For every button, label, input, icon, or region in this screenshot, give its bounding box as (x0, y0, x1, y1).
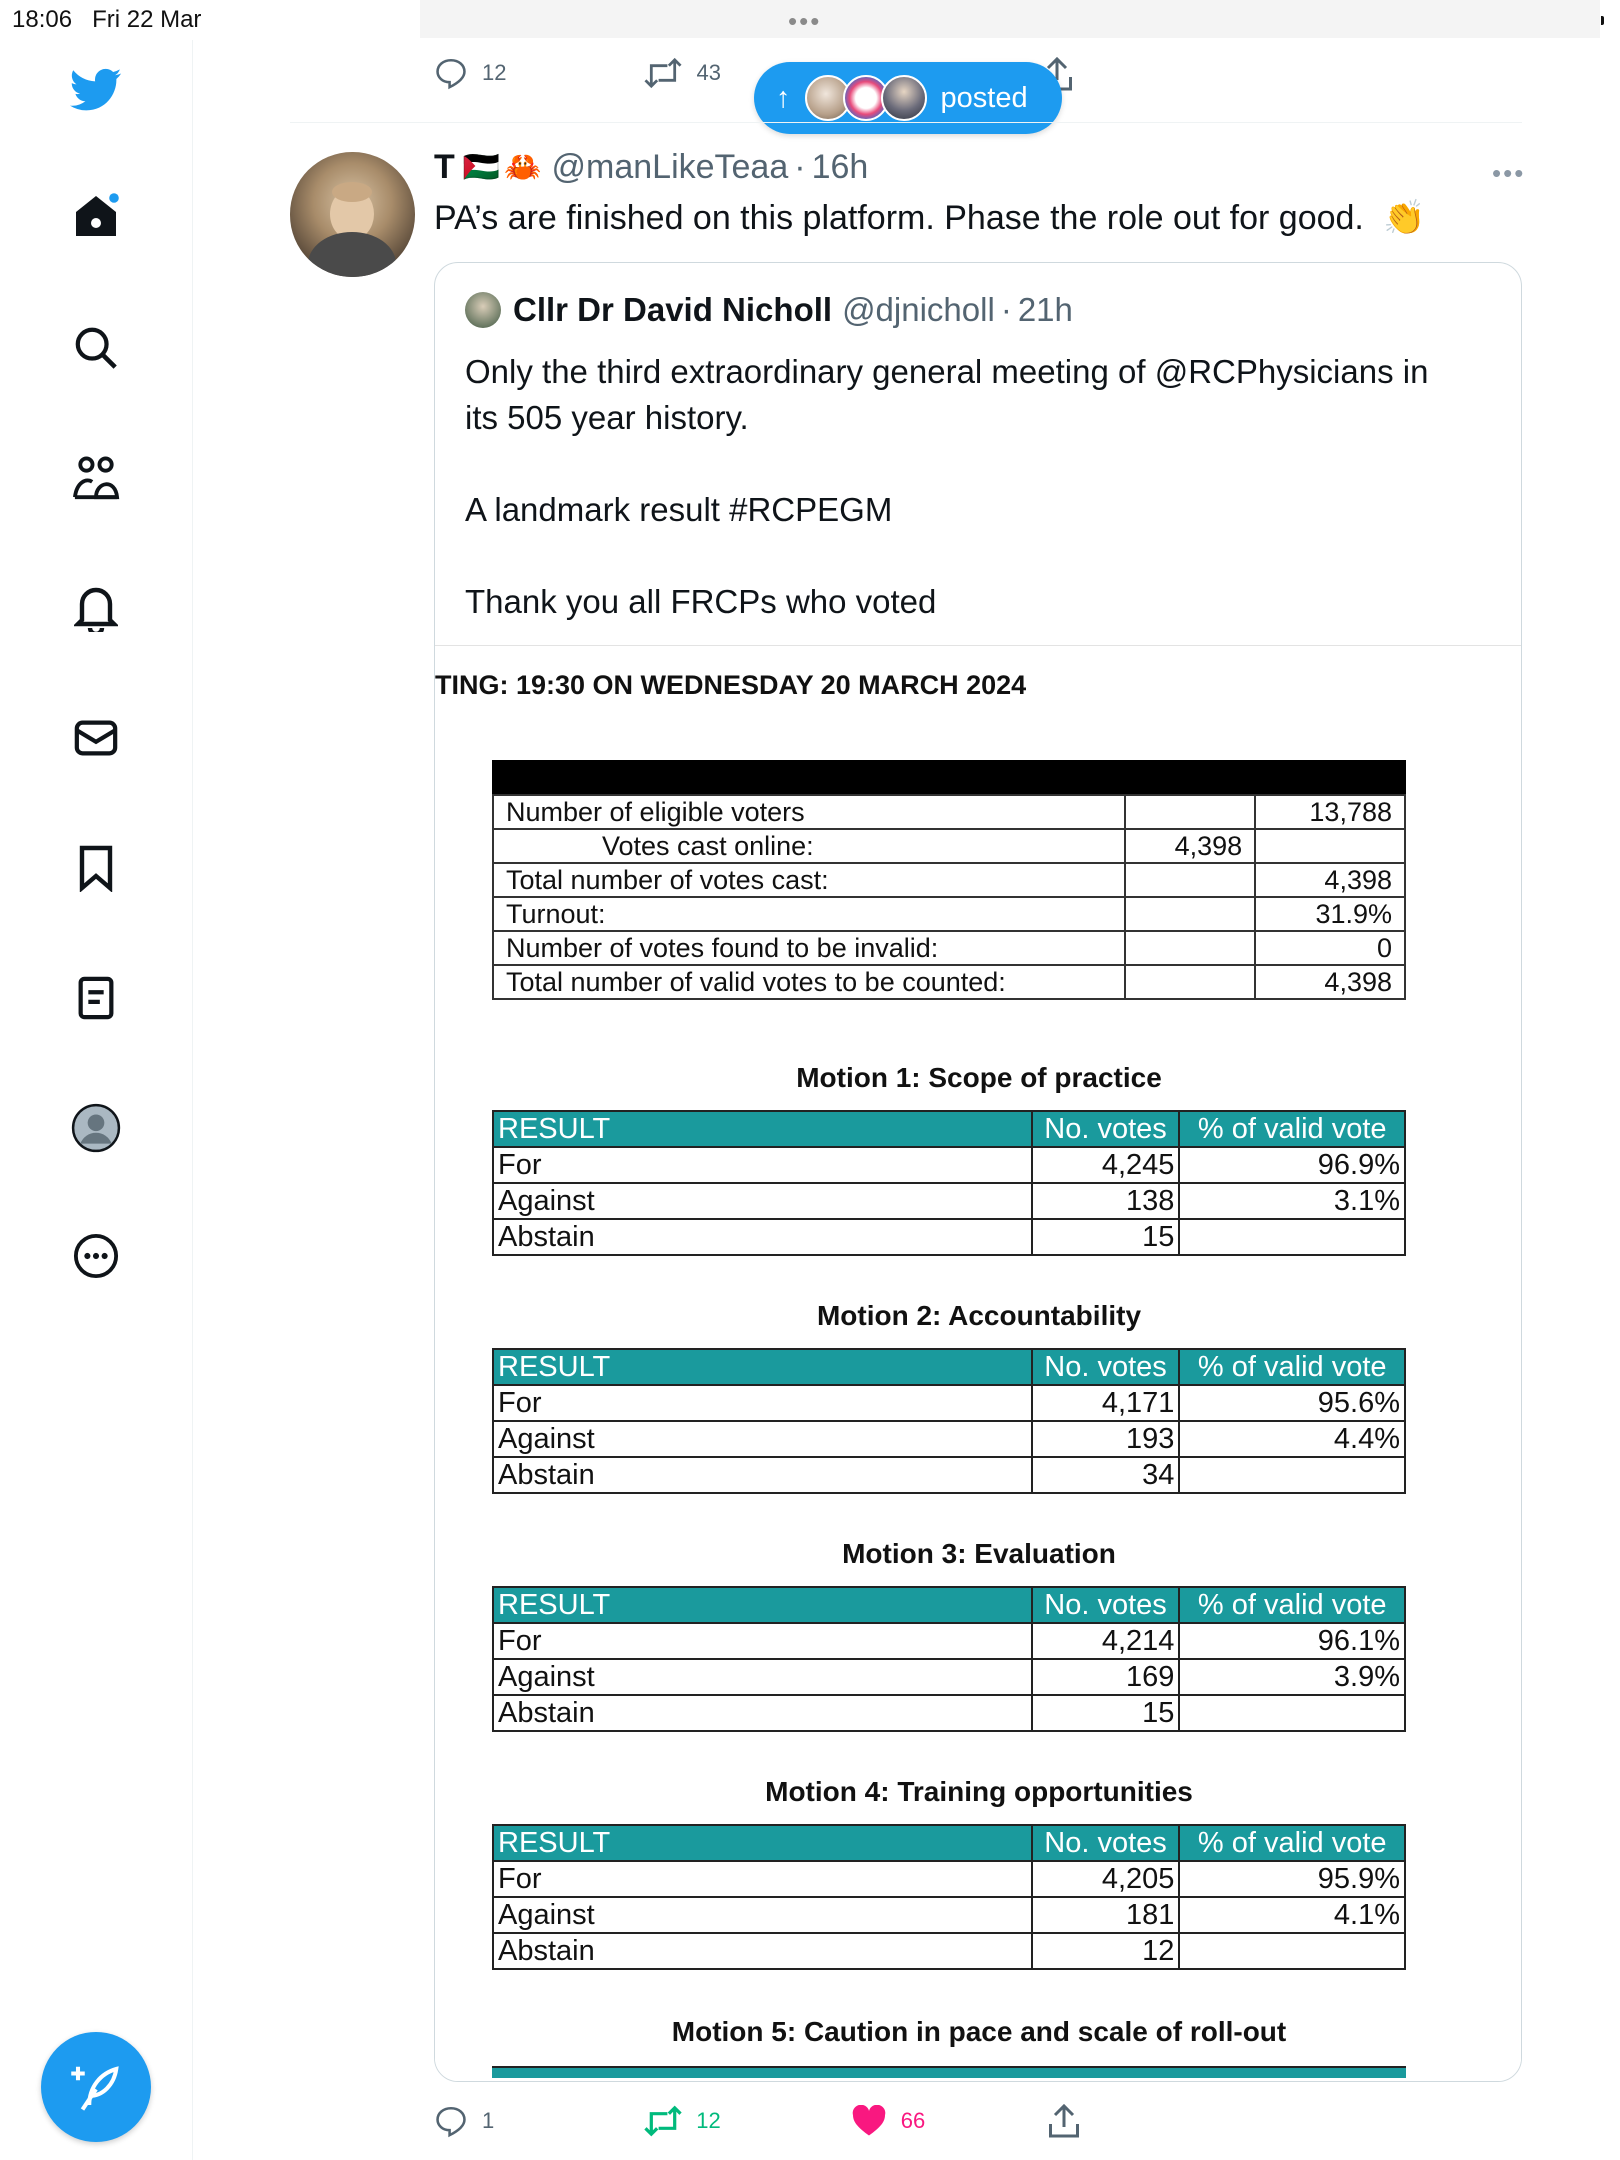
motion-cell: For (493, 1861, 1032, 1897)
motion-cell: Abstain (493, 1219, 1032, 1255)
separator-dot: · (794, 148, 806, 186)
like-action[interactable] (851, 2105, 925, 2137)
motion-row (493, 1861, 1405, 1897)
motion-cell: 4,205 (1032, 1861, 1180, 1897)
posted-label: posted (940, 81, 1028, 114)
motion-cell: For (493, 1385, 1032, 1421)
quoted-tweet-card[interactable] (434, 262, 1522, 2082)
home-icon[interactable] (70, 190, 122, 242)
quote-author-name: Cllr Dr David Nicholl (513, 291, 833, 328)
palestine-flag-emoji: 🇵🇸 (462, 151, 501, 184)
clapping-emoji: 👏 (1383, 199, 1426, 237)
motion-cell: 95.9% (1179, 1861, 1405, 1897)
clock: 18:06 (12, 6, 73, 33)
motion-cell: No. votes (1032, 1349, 1180, 1385)
motion-cell: Abstain (493, 1933, 1032, 1969)
motion-row (493, 1897, 1405, 1933)
tweet-divider (290, 122, 1522, 123)
motion-2-table (492, 1348, 1406, 1494)
motion-cell: % of valid vote (1179, 1587, 1405, 1623)
arrow-up-icon: ↑ (776, 81, 791, 114)
motion-cell: 96.9% (1179, 1147, 1405, 1183)
voters-cell: Number of eligible voters (493, 795, 1125, 829)
reply-action[interactable] (434, 2104, 494, 2138)
motion-cell: 15 (1032, 1219, 1180, 1255)
retweet-action[interactable] (644, 56, 720, 90)
motion-cell: No. votes (1032, 1825, 1180, 1861)
reply-count: 1 (482, 2108, 495, 2133)
reply-icon (434, 2104, 468, 2138)
motion-cell: 12 (1032, 1933, 1180, 1969)
notifications-bell-icon[interactable] (70, 582, 122, 634)
share-action[interactable] (1047, 2103, 1081, 2139)
document-heading: TING: 19:30 ON WEDNESDAY 20 MARCH 2024 (435, 670, 1027, 700)
motion-title: Motion 1: Scope of practice (796, 1062, 1162, 1093)
motion-cell: 96.1% (1179, 1623, 1405, 1659)
reply-icon (434, 56, 468, 90)
voters-cell (1125, 863, 1255, 897)
status-time (12, 6, 201, 34)
more-options-icon[interactable] (70, 1230, 122, 1282)
voters-cell: 4,398 (1255, 965, 1405, 999)
motion-row (493, 1385, 1405, 1421)
motion-cell: For (493, 1147, 1032, 1183)
motion-cell: % of valid vote (1179, 1349, 1405, 1385)
compose-tweet-button[interactable] (41, 2032, 151, 2142)
voters-cell: 4,398 (1255, 863, 1405, 897)
voters-cell: 0 (1255, 931, 1405, 965)
motion-cell: For (493, 1623, 1032, 1659)
voters-cell: 4,398 (1125, 829, 1255, 863)
motion-cell (1179, 1219, 1405, 1255)
motion-3-table (492, 1586, 1406, 1732)
voters-row (493, 829, 1405, 863)
voters-row (493, 795, 1405, 829)
motion-row (493, 1933, 1405, 1969)
profile-avatar-icon[interactable] (70, 1102, 122, 1154)
motion-row (493, 1421, 1405, 1457)
motion-cell: 4.1% (1179, 1897, 1405, 1933)
motion-row (493, 1219, 1405, 1255)
motion-cell: 34 (1032, 1457, 1180, 1493)
motion-cell: % of valid vote (1179, 1111, 1405, 1147)
tweet-more-icon[interactable]: ••• (1492, 158, 1526, 188)
reply-action[interactable] (434, 56, 506, 90)
motion-cell: Against (493, 1421, 1032, 1457)
quote-text-line: its 505 year history. (465, 399, 749, 436)
motion-row (493, 1457, 1405, 1493)
voters-cell (1125, 965, 1255, 999)
motion-cell: No. votes (1032, 1111, 1180, 1147)
quote-author-handle: @djnicholl (842, 291, 995, 328)
motion-header-row (493, 1349, 1405, 1385)
attached-document-image[interactable] (435, 645, 1522, 2082)
motion-cell: 169 (1032, 1659, 1180, 1695)
voters-cell (1125, 931, 1255, 965)
bookmarks-icon[interactable] (70, 842, 122, 894)
motion-row (493, 1183, 1405, 1219)
tweet-actions (434, 2103, 1081, 2139)
sidebar (0, 40, 193, 2160)
messages-envelope-icon[interactable] (70, 712, 122, 764)
motion-5-table-partial (492, 2066, 1406, 2078)
author-name[interactable]: T (434, 148, 455, 186)
voters-cell (1255, 829, 1405, 863)
previous-tweet-actions (434, 56, 721, 90)
motion-row (493, 1695, 1405, 1731)
like-count: 66 (900, 2108, 926, 2133)
share-icon (1047, 2103, 1081, 2139)
voters-cell: 13,788 (1255, 795, 1405, 829)
quote-text-line: Only the third extraordinary general meeting of @RCPhysicians in (465, 353, 1429, 390)
author-handle[interactable]: @manLikeTeaa (551, 148, 789, 186)
voters-cell (1125, 795, 1255, 829)
motion-title: Motion 3: Evaluation (842, 1538, 1116, 1569)
voters-cell: Votes cast online: (493, 829, 1125, 863)
motion-cell (1179, 1457, 1405, 1493)
date: Fri 22 Mar (92, 6, 202, 33)
motion-cell: % of valid vote (1179, 1825, 1405, 1861)
motion-cell: Against (493, 1659, 1032, 1695)
motion-cell: 4.4% (1179, 1421, 1405, 1457)
motion-cell (1179, 1933, 1405, 1969)
motion-cell: Against (493, 1897, 1032, 1933)
motion-row (493, 1147, 1405, 1183)
battery-nub (1601, 16, 1604, 25)
author-avatar[interactable] (290, 152, 415, 277)
separator-dot: · (1000, 291, 1012, 328)
voters-table (492, 794, 1406, 1000)
motion-cell: 138 (1032, 1183, 1180, 1219)
reply-count: 12 (482, 60, 507, 85)
motion-row (493, 1623, 1405, 1659)
voters-row (493, 931, 1405, 965)
motion-cell: 4,214 (1032, 1623, 1180, 1659)
voters-cell: Total number of votes cast: (493, 863, 1125, 897)
quote-author-avatar (465, 292, 501, 328)
voters-cell: Total number of valid votes to be counted: (493, 965, 1125, 999)
tweet-timestamp[interactable]: 16h (811, 148, 869, 186)
motion-title: Motion 5: Caution in pace and scale of roll-out (671, 2016, 1287, 2047)
motion-cell: Against (493, 1183, 1032, 1219)
retweet-icon (644, 2104, 682, 2138)
voters-cell: Turnout: (493, 897, 1125, 931)
communities-icon[interactable] (70, 452, 122, 504)
voters-row (493, 897, 1405, 931)
tweet-header (434, 148, 868, 187)
motion-cell: 15 (1032, 1695, 1180, 1731)
motion-cell: 4,171 (1032, 1385, 1180, 1421)
voters-row (493, 863, 1405, 897)
tweet-text: PA’s are finished on this platform. Phase the role out for good. (434, 199, 1364, 237)
motion-cell: RESULT (493, 1111, 1032, 1147)
motion-header-row (493, 1111, 1405, 1147)
quote-header (465, 291, 1073, 329)
motion-1-table (492, 1110, 1406, 1256)
twitter-bird-icon[interactable] (70, 64, 122, 116)
retweet-icon (644, 56, 682, 90)
compose-feather-icon (69, 2060, 123, 2114)
retweet-count: 12 (696, 2108, 721, 2133)
motion-4-table (492, 1824, 1406, 1970)
motion-cell (1179, 1695, 1405, 1731)
voters-row (493, 965, 1405, 999)
motion-header-row (493, 1587, 1405, 1623)
voters-cell: Number of votes found to be invalid: (493, 931, 1125, 965)
motion-header-row (493, 1825, 1405, 1861)
retweet-count: 43 (696, 60, 721, 85)
heart-icon (851, 2105, 887, 2137)
quote-text-line: Thank you all FRCPs who voted (465, 583, 937, 620)
motion-cell: RESULT (493, 1587, 1032, 1623)
motion-cell: RESULT (493, 1825, 1032, 1861)
crab-emoji: 🦀 (504, 151, 542, 184)
top-strip (420, 0, 1600, 38)
voters-cell (1125, 897, 1255, 931)
voters-cell: 31.9% (1255, 897, 1405, 931)
motion-cell: 4,245 (1032, 1147, 1180, 1183)
quote-text-line: A landmark result #RCPEGM (465, 491, 893, 528)
motion-cell: 181 (1032, 1897, 1180, 1933)
quote-timestamp: 21h (1017, 291, 1073, 328)
pill-avatars (805, 75, 927, 121)
tweet-body (434, 198, 1426, 238)
table-header-bar (492, 760, 1406, 794)
motion-cell: RESULT (493, 1349, 1032, 1385)
motion-cell: 3.9% (1179, 1659, 1405, 1695)
new-posts-pill[interactable] (754, 62, 1062, 134)
motion-cell: 193 (1032, 1421, 1180, 1457)
motion-cell: 95.6% (1179, 1385, 1405, 1421)
motion-row (493, 1659, 1405, 1695)
retweet-action[interactable] (644, 2104, 720, 2138)
lists-icon[interactable] (70, 972, 122, 1024)
motion-cell: Abstain (493, 1695, 1032, 1731)
multitasking-handle[interactable]: ••• (788, 6, 822, 36)
avatar (881, 75, 927, 121)
motion-cell: Abstain (493, 1457, 1032, 1493)
motion-title: Motion 2: Accountability (816, 1300, 1142, 1331)
motion-cell: No. votes (1032, 1587, 1180, 1623)
motion-title: Motion 4: Training opportunities (765, 1776, 1193, 1807)
search-icon[interactable] (70, 322, 122, 374)
motion-cell: 3.1% (1179, 1183, 1405, 1219)
